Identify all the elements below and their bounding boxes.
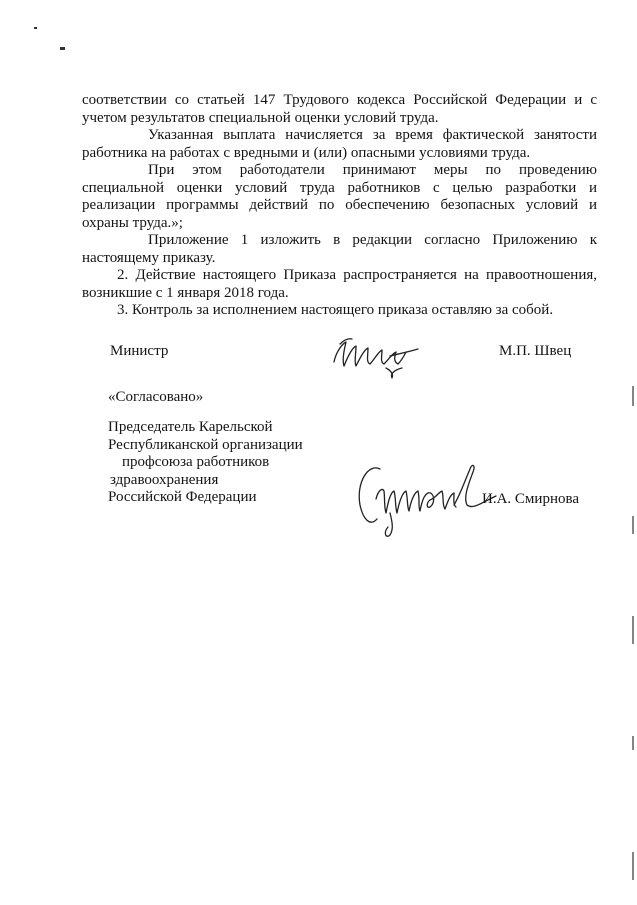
scan-edge-mark bbox=[632, 736, 634, 750]
body-line: 3. Контроль за исполнением настоящего приказа оставляю за собой. bbox=[117, 302, 554, 318]
minister-signature bbox=[320, 330, 430, 380]
union-chair-name: И.А. Смирнова bbox=[482, 491, 580, 507]
order-body-text bbox=[82, 92, 597, 320]
union-position-line: Российской Федерации bbox=[108, 489, 257, 505]
body-line: Приложение 1 изложить в редакции согласно Приложению к bbox=[148, 232, 597, 248]
scan-edge-mark bbox=[632, 852, 634, 880]
minister-name: М.П. Швец bbox=[499, 343, 572, 359]
union-chair-signature bbox=[350, 455, 500, 540]
body-line: возникшие с 1 января 2018 года. bbox=[82, 284, 289, 301]
body-line: 2. Действие настоящего Приказа распространяется на правоотношения, bbox=[117, 267, 597, 283]
union-position-block bbox=[108, 419, 303, 507]
scan-speck bbox=[34, 27, 37, 29]
agreed-label: «Согласовано» bbox=[108, 389, 204, 405]
body-line: соответствии со статьей 147 Трудового кодекса Российской Федерации и с bbox=[82, 92, 597, 108]
body-line: учетом результатов специальной оценки условий труда. bbox=[82, 109, 439, 126]
body-line: специальной оценки условий труда работников с целью разработки и bbox=[82, 179, 597, 196]
scan-speck bbox=[60, 47, 65, 50]
body-line: настоящему приказу. bbox=[82, 249, 216, 266]
body-line: работника на работах с вредными и (или) опасными условиями труда. bbox=[82, 144, 531, 161]
body-line: реализации программы действий по обеспечению безопасных условий и bbox=[82, 197, 597, 213]
union-position-line: здравоохранения bbox=[110, 471, 219, 488]
scan-edge-mark bbox=[632, 386, 634, 406]
scan-edge-mark bbox=[632, 516, 634, 534]
minister-title: Министр bbox=[110, 343, 169, 359]
body-line: При этом работодатели принимают меры по проведению bbox=[148, 162, 597, 178]
union-position-line: Председатель Карельской bbox=[108, 419, 273, 435]
body-line: Указанная выплата начисляется за время фактической занятости bbox=[148, 127, 597, 143]
union-position-line: профсоюза работников bbox=[122, 454, 270, 470]
union-position-line: Республиканской организации bbox=[108, 436, 303, 453]
scan-edge-mark bbox=[632, 616, 634, 644]
body-line: охраны труда.»; bbox=[82, 214, 183, 231]
